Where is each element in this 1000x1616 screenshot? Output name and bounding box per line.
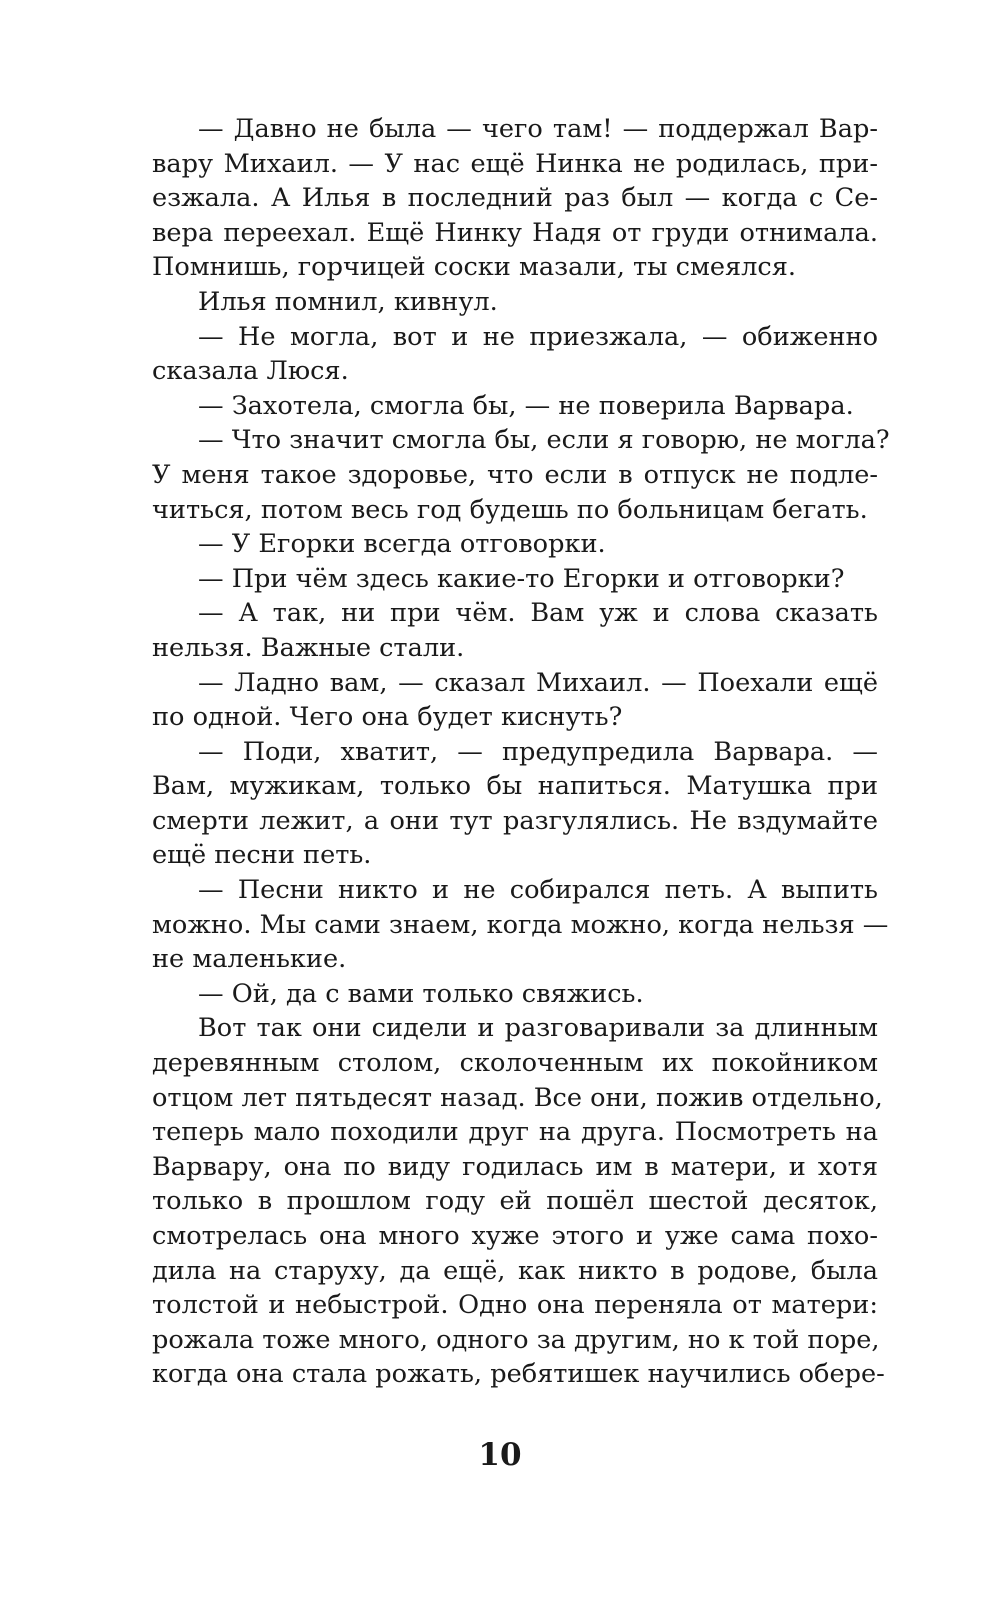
text-line: вера переехал. Ещё Нинку Надя от груди отнимала. — [152, 217, 878, 248]
text-line: по одной. Чего она будет киснуть? — [152, 702, 623, 733]
text-line: — А так, ни при чём. Вам уж и слова сказать — [198, 598, 878, 629]
text-line: — Давно не была — чего там! — поддержал Вар- — [198, 114, 878, 144]
text-line: теперь мало походили друг на друга. Посмотреть на — [152, 1117, 878, 1148]
text-line: деревянным столом, сколоченным их покойником — [152, 1048, 878, 1079]
text-line: можно. Мы сами знаем, когда можно, когда нельзя — — [152, 909, 889, 940]
text-line: — Песни никто и не собирался петь. А выпить — [198, 875, 878, 906]
text-line: — Что значит смогла бы, если я говорю, не могла? — [198, 425, 890, 456]
text-line: — Ладно вам, — сказал Михаил. — Поехали ещё — [198, 667, 878, 698]
text-line: только в прошлом году ей пошёл шестой десяток, — [152, 1186, 878, 1217]
text-line: рожала тоже много, одного за другим, но к той поре, — [152, 1324, 880, 1355]
text-line: вару Михаил. — У нас ещё Нинка не родилась, при- — [152, 148, 878, 179]
text-line: ещё песни петь. — [152, 840, 372, 871]
text-line: толстой и небыстрой. Одно она переняла от матери: — [152, 1290, 878, 1321]
text-line: Вам, мужикам, только бы напиться. Матушка при — [152, 771, 878, 802]
text-line: дила на старуху, да ещё, как никто в родове, была — [152, 1255, 878, 1286]
text-line: езжала. А Илья в последний раз был — когда с Се- — [152, 183, 878, 214]
text-line: — Захотела, смогла бы, — не поверила Варвара. — [198, 390, 854, 421]
text-line: Варвару, она по виду годилась им в матери, и хотя — [152, 1151, 878, 1182]
text-line: смотрелась она много хуже этого и уже сама похо- — [152, 1221, 878, 1251]
text-line: Вот так они сидели и разговаривали за длинным — [198, 1013, 878, 1044]
text-line: Помнишь, горчицей соски мазали, ты смеялся. — [152, 252, 797, 283]
text-line: сказала Люся. — [152, 356, 349, 387]
page-number: 10 — [478, 1437, 522, 1473]
text-line: нельзя. Важные стали. — [152, 632, 465, 663]
text-line: отцом лет пятьдесят назад. Все они, пожив отдельно, — [152, 1082, 883, 1113]
text-line: читься, потом весь год будешь по больницам бегать. — [152, 494, 868, 525]
text-line: — Ой, да с вами только свяжись. — [198, 978, 644, 1009]
text-line: Илья помнил, кивнул. — [198, 286, 498, 317]
body-text — [152, 112, 890, 1392]
text-line: смерти лежит, а они тут разгулялись. Не вздумайте — [152, 805, 878, 836]
text-line: У меня такое здоровье, что если в отпуск не подле- — [152, 459, 878, 490]
text-line: — При чём здесь какие-то Егорки и отговорки? — [198, 563, 845, 594]
text-line: — У Егорки всегда отговорки. — [198, 529, 606, 560]
text-line: — Не могла, вот и не приезжала, — обиженно — [198, 321, 878, 352]
text-line: когда она стала рожать, ребятишек научились обере- — [152, 1359, 885, 1390]
text-line: — Поди, хватит, — предупредила Варвара. — — [198, 736, 878, 767]
text-line: не маленькие. — [152, 944, 347, 975]
